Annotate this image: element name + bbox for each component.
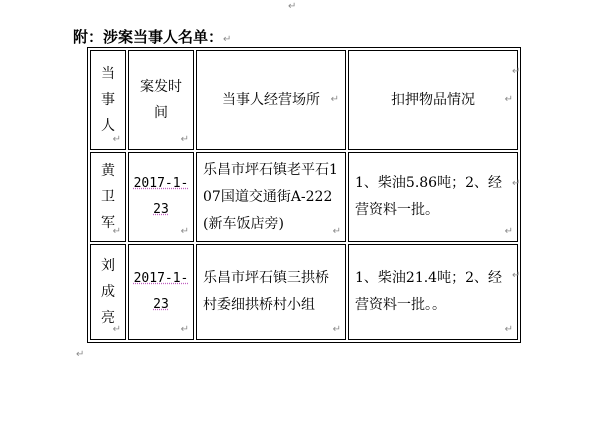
header-cell-items: 扣押物品情况 ↵ bbox=[348, 50, 518, 150]
cell-mark: ↵ bbox=[180, 226, 189, 237]
items-cell: 1、柴油21.4吨；2、经营资料一批。。 ↵ bbox=[348, 244, 518, 340]
table-row bbox=[90, 152, 518, 242]
document-heading bbox=[73, 28, 231, 49]
row-end-mark: ↵ bbox=[512, 270, 521, 281]
cell-mark: ↵ bbox=[330, 94, 339, 105]
header-cell-location: 当事人经营场所 ↵ bbox=[196, 50, 346, 150]
date-cell: 2017-1-23 ↵ bbox=[128, 152, 194, 242]
cell-mark: ↵ bbox=[180, 134, 189, 145]
cell-mark: ↵ bbox=[504, 94, 513, 105]
location-cell: 乐昌市坪石镇老平石107国道交通街A-222(新车饭店旁) ↵ bbox=[196, 152, 346, 242]
cell-mark: ↵ bbox=[504, 226, 513, 237]
location-cell: 乐昌市坪石镇三拱桥村委细拱桥村小组 ↵ bbox=[196, 244, 346, 340]
cell-mark: ↵ bbox=[112, 134, 121, 145]
table-row bbox=[90, 244, 518, 340]
cell-mark: ↵ bbox=[112, 324, 121, 335]
paragraph-mark: ↵ bbox=[223, 34, 232, 45]
paragraph-mark: ↵ bbox=[76, 349, 85, 360]
party-cell: 黄卫军 ↵ bbox=[90, 152, 126, 242]
cell-mark: ↵ bbox=[332, 226, 341, 237]
paragraph-mark: ↵ bbox=[288, 1, 297, 12]
items-cell: 1、柴油5.86吨；2、经营资料一批。 ↵ bbox=[348, 152, 518, 242]
header-cell-date: 案发时间 ↵ bbox=[128, 50, 194, 150]
cell-mark: ↵ bbox=[504, 324, 513, 335]
cell-mark: ↵ bbox=[112, 226, 121, 237]
table-header-row bbox=[90, 50, 518, 150]
party-table bbox=[87, 47, 521, 343]
party-cell: 刘成亮 ↵ bbox=[90, 244, 126, 340]
date-cell: 2017-1-23 ↵ bbox=[128, 244, 194, 340]
cell-mark: ↵ bbox=[332, 324, 341, 335]
row-end-mark: ↵ bbox=[512, 178, 521, 189]
row-end-mark: ↵ bbox=[512, 66, 521, 77]
heading-text: 附：涉案当事人名单： bbox=[73, 28, 224, 46]
cell-mark: ↵ bbox=[180, 324, 189, 335]
header-cell-party: 当事人 ↵ bbox=[90, 50, 126, 150]
